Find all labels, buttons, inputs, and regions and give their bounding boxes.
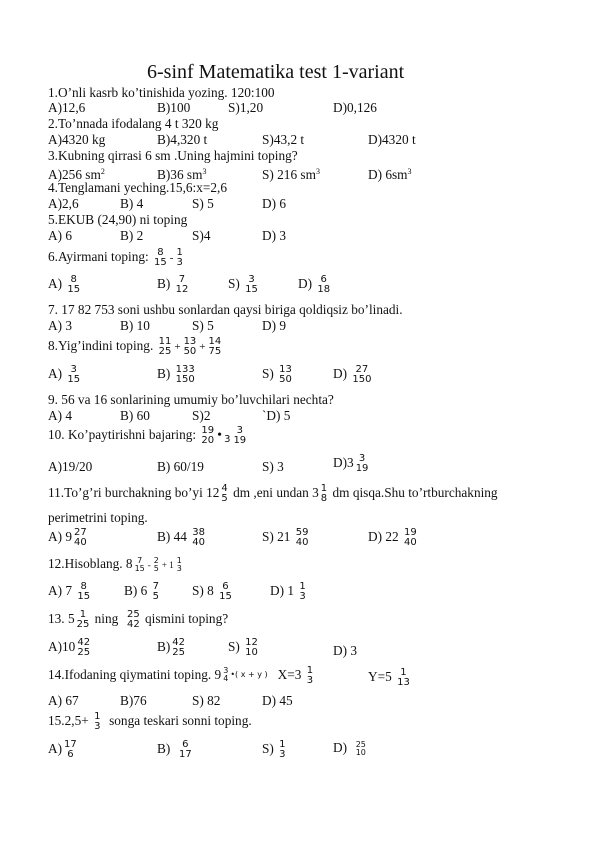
q14-option-a: A) 67 [48, 693, 79, 708]
question-12: 12.Hisoblang. 8 7 15 - 2 5 + 1 1 3 [48, 555, 182, 573]
q1-option-b: B)100 [157, 100, 191, 115]
q14-option-b: B)76 [120, 693, 147, 708]
q2-option-a: A)4320 kg [48, 132, 106, 147]
fraction: 8 15 [154, 247, 167, 268]
q15-option-a: A) 17 6 [48, 739, 77, 760]
question-5: 5.EKUB (24,90) ni toping [48, 212, 188, 227]
q10-option-b: B) 60/19 [157, 459, 204, 474]
q13-option-s: S) 12 10 [228, 637, 258, 658]
question-9: 9. 56 va 16 sonlarining umumiy bo’luvchilari nechta? [48, 392, 334, 407]
q1-option-d: D)0,126 [333, 100, 377, 115]
q3-option-a: A)256 $sm^2$ [48, 167, 105, 182]
q1-option-s: S)1,20 [228, 100, 264, 115]
question-2: 2.To’nnada ifodalang 4 t 320 kg [48, 116, 219, 131]
q11-option-b: B) 44 38 40 [157, 527, 205, 548]
question-6: 6.Ayirmani toping: 8 15 - 1 3 [48, 247, 183, 268]
q6-option-s: S) 3 15 [228, 274, 258, 295]
q8-option-a: A) 3 15 [48, 364, 81, 385]
question-4: 4.Tenglamani yeching.15,6:x=2,6 [48, 180, 228, 195]
q7-option-a: A) 3 [48, 318, 73, 333]
q12-option-a: A) 7 8 15 [48, 581, 91, 602]
q2-option-d: D)4320 t [368, 132, 416, 147]
question-11: 11.To’g’ri burchakning bo’yi 12 4 5 dm ,eni undan 3 1 8 dm qisqa.Shu to’rtburchakning [48, 483, 498, 504]
q6-option-d: D) 6 18 [298, 274, 331, 295]
q9-option-s: S)2 [192, 408, 211, 423]
q14-option-s: S) 82 [192, 693, 221, 708]
q7-option-d: D) 9 [262, 318, 287, 333]
question-14: 14.Ifodaning qiymatini toping. 9 3 4 •( x + y ) X=3 1 3 [48, 665, 314, 686]
page-title: 6-sinf Matematika test 1-variant [147, 61, 405, 83]
q5-option-d: D) 3 [262, 228, 287, 243]
q4-option-a: A)2,6 [48, 196, 79, 211]
q15-option-d: D) 25 10 [333, 739, 366, 757]
q9-option-b: B) 60 [120, 408, 150, 423]
q8-option-b: B) 133 150 [157, 364, 195, 385]
q5-option-b: B) 2 [120, 228, 144, 243]
q2-option-b: B)4,320 t [157, 132, 208, 147]
q9-option-d: `D) 5 [262, 408, 291, 423]
q3-option-s: S) 216 $sm^3$ [262, 167, 320, 182]
fraction: 1 3 [176, 247, 183, 268]
q5-option-a: A) 6 [48, 228, 73, 243]
question-8: 8.Yig’indini toping. 11 25 + 13 50 + 14 75 [48, 336, 222, 357]
q2-option-s: S)43,2 t [262, 132, 305, 147]
question-3: 3.Kubning qirrasi 6 sm .Uning hajmini toping? [48, 148, 298, 163]
q6-option-a: A) 8 15 [48, 274, 81, 295]
q1-option-a: A)12,6 [48, 100, 86, 115]
q4-option-d: D) 6 [262, 196, 287, 211]
q15-option-s: S) 1 3 [262, 739, 286, 760]
q10-option-d: D)3 3 19 [333, 453, 369, 474]
question-11-cont: perimetrini toping. [48, 510, 148, 525]
q7-option-b: B) 10 [120, 318, 150, 333]
question-14-y: Y=5 1 13 [368, 667, 410, 688]
q13-option-b: B) 42 25 [157, 637, 186, 658]
q12-option-b: B) 6 7 5 [124, 581, 159, 602]
question-10: 10. Ko’paytirishni bajaring: 19 20 • 3 3 19 [48, 425, 247, 446]
q15-option-b: B) 6 17 [157, 739, 192, 760]
question-1: 1.O’nli kasrb ko’tinishida yozing. 120:100 [48, 85, 275, 100]
q12-option-s: S) 8 6 15 [192, 581, 232, 602]
q12-option-d: D) 1 1 3 [270, 581, 306, 602]
q13-option-a: A)10 42 25 [48, 637, 91, 658]
q9-option-a: A) 4 [48, 408, 73, 423]
q8-option-s: S) 13 50 [262, 364, 292, 385]
q8-option-d: D) 27 150 [333, 364, 372, 385]
q10-option-a: A)19/20 [48, 459, 93, 474]
q7-option-s: S) 5 [192, 318, 214, 333]
q6-option-b: B) 7 12 [157, 274, 189, 295]
q4-option-b: B) 4 [120, 196, 144, 211]
q14-option-d: D) 45 [262, 693, 293, 708]
q10-option-s: S) 3 [262, 459, 284, 474]
q13-option-d: D) 3 [333, 643, 358, 658]
q11-option-d: D) 22 19 40 [368, 527, 417, 548]
q3-option-b: B)36 $sm^3$ [157, 167, 207, 182]
q4-option-s: S) 5 [192, 196, 214, 211]
question-15: 15.2,5+ 1 3 songa teskari sonni toping. [48, 711, 252, 732]
q3-option-d: D) $6sm^3$ [368, 167, 412, 182]
question-7: 7. 17 82 753 soni ushbu sonlardan qaysi biriga qoldiqsiz bo’linadi. [48, 302, 403, 317]
q11-option-a: A) 9 27 40 [48, 527, 87, 548]
q5-option-s: S)4 [192, 228, 211, 243]
question-13: 13. 5 1 25 ning 25 42 qismini toping? [48, 609, 229, 630]
q11-option-s: S) 21 59 40 [262, 527, 309, 548]
